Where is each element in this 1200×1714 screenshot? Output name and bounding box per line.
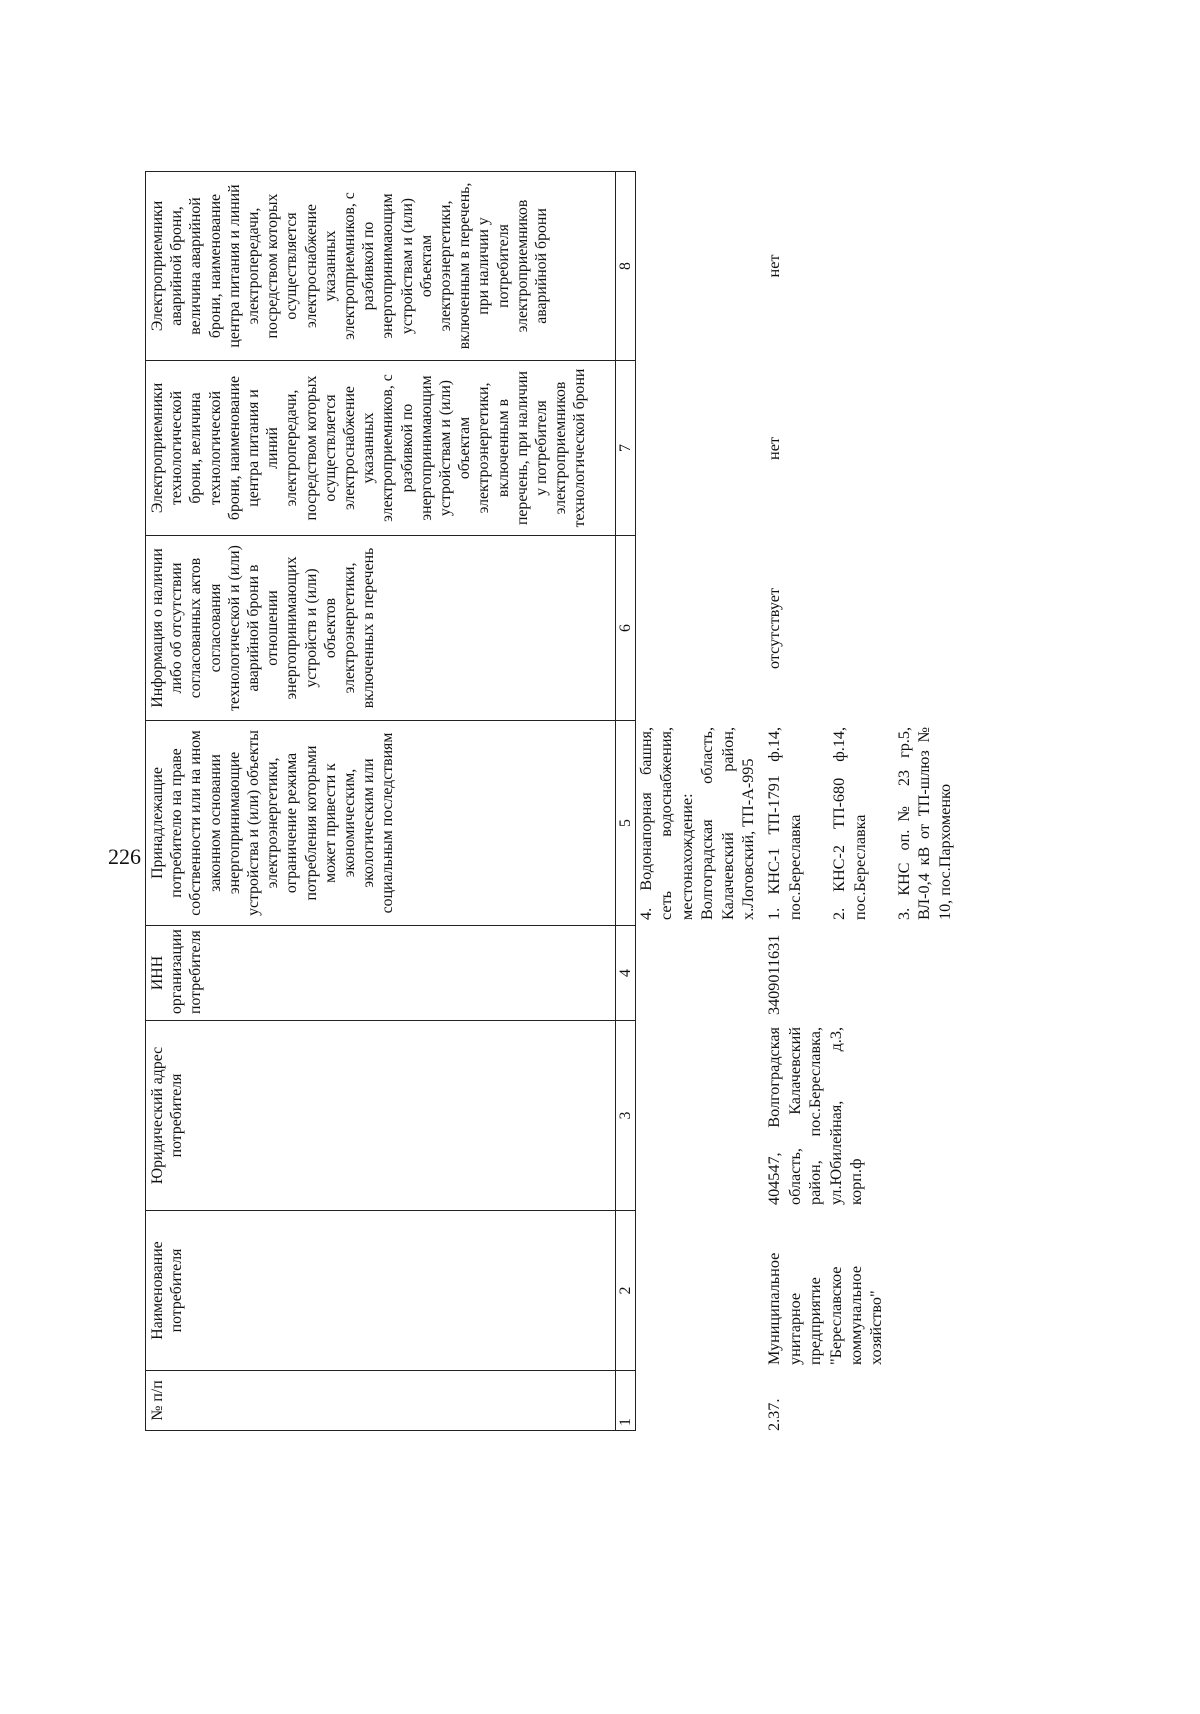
entry-object-item: 2. КНС-2 ТП-680 ф.14, пос.Береславка <box>830 727 869 920</box>
header-emergency-reserve: Электроприемники аварийной брони, величина аварийной брони, наименование центра питания и линий электропередачи, посредством которых осуществляется электроснабжение указанных электроприемников, с разбивкой по энергопринимающим устройствам и (или) объектам электроэнергетики, включенным в перечень, при наличии у потребителя электроприемников аварийной брони <box>145 171 615 361</box>
header-row <box>145 31 615 1431</box>
column-number: 8 <box>615 171 636 361</box>
entry-object-item: 1. КНС-1 ТП-1791 ф.14, пос.Береславка <box>765 727 804 920</box>
header-agreement-info: Информация о наличии либо об отсутствии согласованных актов согласования технологической и (или) аварийной брони в отношении энергопринимающих устройств и (или) объектов электроэнергетики, включенных в перечень <box>145 536 615 721</box>
column-number: 7 <box>615 361 636 536</box>
header-legal-address: Юридический адрес потребителя <box>145 1021 615 1211</box>
continuation-object: 4. Водонапорная башня, сеть водоснабжения, местонахождение: Волгоградская область, Калачевский район, х.Логовский, ТП-А-995 <box>637 727 758 920</box>
entry-name: Муниципальное унитарное предприятие "Береславское коммунальное хозяйство" <box>765 1252 886 1365</box>
entry-inn: 3409011631 <box>765 934 784 1015</box>
header-number: № п/п <box>145 1371 615 1431</box>
column-number: 1 <box>615 1371 636 1431</box>
header-consumer-name: Наименование потребителя <box>145 1211 615 1371</box>
table-row <box>758 31 979 1431</box>
column-number: 4 <box>615 926 636 1021</box>
entry-object-item: 3. КНС оп.№ 23 гр.5, ВЛ-0,4 кВ от ТП-шлюз № 10, пос.Пархоменко <box>895 727 954 920</box>
entry-objects <box>764 721 979 926</box>
column-numbers-row <box>615 31 636 1431</box>
entry-agreement: отсутствует <box>765 588 784 669</box>
table-header <box>145 31 636 1431</box>
header-technological-reserve: Электроприемники технологической брони, величина технологической брони, наименование центра питания и линий электропередачи, посредством которых осуществляется электроснабжение указанных электроприемников, с разбивкой по энергопринимающим устройствам и (или) объектам электроэнергетики, включенным в перечень, при наличии у потребителя электроприемников технологической брони <box>145 361 615 536</box>
header-inn: ИНН организации потребителя <box>145 926 615 1021</box>
column-number: 2 <box>615 1211 636 1371</box>
table-body <box>636 31 979 1431</box>
entry-emergency-reserve: нет <box>765 254 784 278</box>
entry-technological-reserve: нет <box>765 437 784 460</box>
entry-number: 2.37. <box>765 1398 784 1431</box>
entry-address: 404547, Волгоградская область, Калачевский район, пос.Береславка, ул.Юбилейная, д.3, корп.ф <box>765 1027 866 1205</box>
column-number: 3 <box>615 1021 636 1211</box>
continuation-row <box>636 31 758 1431</box>
column-number: 6 <box>615 536 636 721</box>
header-objects: Принадлежащие потребителю на праве собственности или на ином законном основании энергопринимающие устройства и (или) объекты электроэнергетики, ограничение режима потребления которыми может привести к экономическим, экологическим или социальным последствиям <box>145 721 615 926</box>
page-number: 226 <box>108 844 141 869</box>
column-number: 5 <box>615 721 636 926</box>
